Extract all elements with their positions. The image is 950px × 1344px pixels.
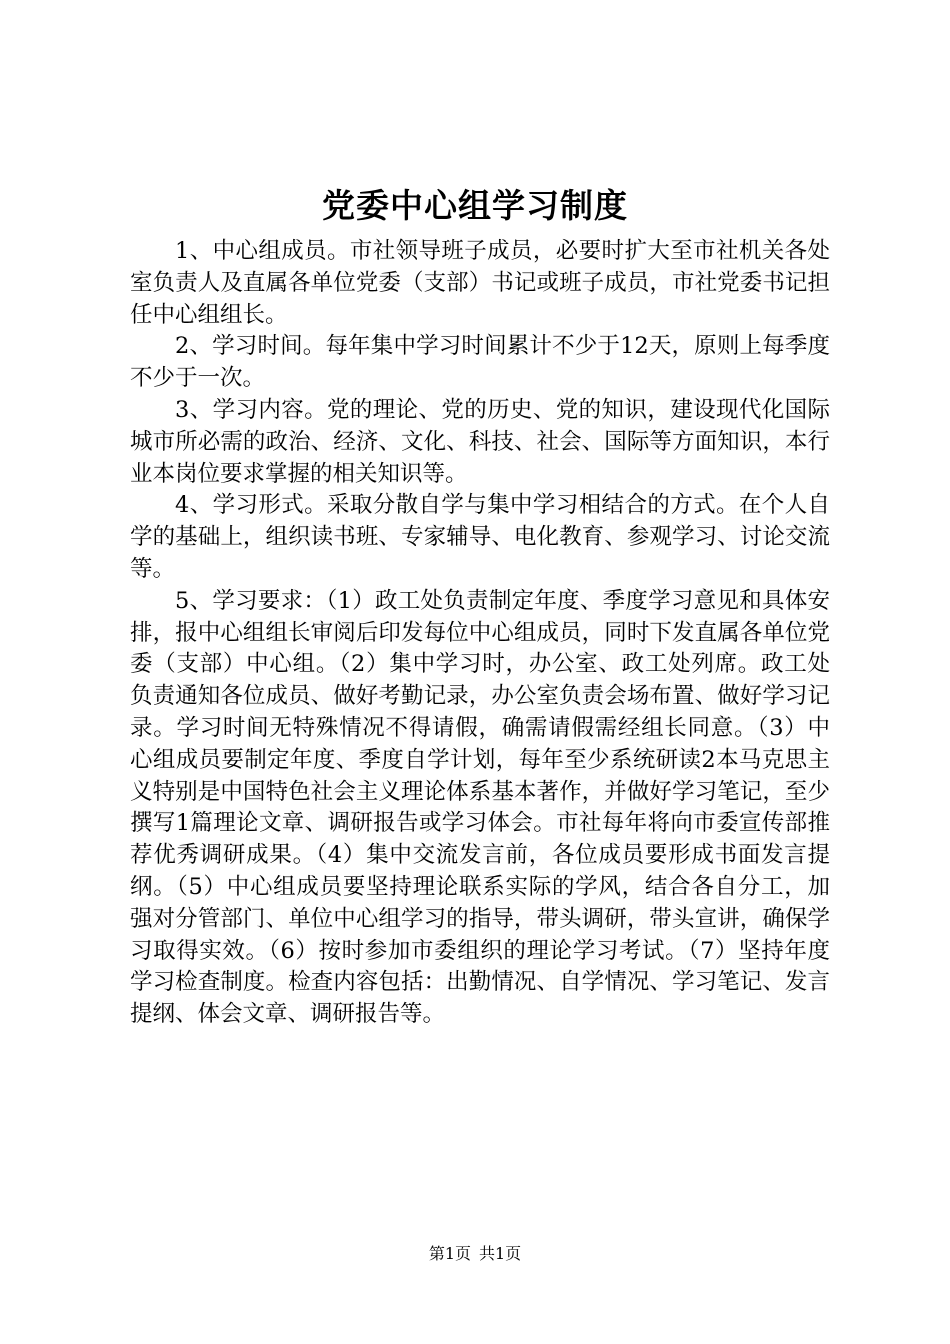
paragraph-study-format: 4、学习形式。采取分散自学与集中学习相结合的方式。在个人自学的基础上，组织读书班、专家辅导、电化教育、参观学习、讨论交流等。: [130, 492, 830, 582]
paragraph-study-time: 2、学习时间。每年集中学习时间累计不少于12天，原则上每季度不少于一次。: [130, 333, 830, 392]
document-body: [130, 236, 830, 1031]
paragraph-members: 1、中心组成员。市社领导班子成员，必要时扩大至市社机关各处室负责人及直属各单位党委（支部）书记或班子成员，市社党委书记担任中心组组长。: [130, 238, 830, 328]
page-footer: [0, 1244, 950, 1264]
paragraph-study-requirements: 5、学习要求：（1）政工处负责制定年度、季度学习意见和具体安排，报中心组组长审阅后印发每位中心组成员，同时下发直属各单位党委（支部）中心组。（2）集中学习时，办公室、政工处列席。政工处负责通知各位成员、做好考勤记录，办公室负责会场布置、做好学习记录。学习时间无特殊情况不得请假，确需请假需经组长同意。（3）中心组成员要制定年度、季度自学计划，每年至少系统研读2本马克思主义特别是中国特色社会主义理论体系基本著作，并做好学习笔记，至少撰写1篇理论文章、调研报告或学习体会。市社每年将向市委宣传部推荐优秀调研成果。（4）集中交流发言前，各位成员要形成书面发言提纲。（5）中心组成员要坚持理论联系实际的学风，结合各自分工，加强对分管部门、单位中心组学习的指导，带头调研，带头宣讲，确保学习取得实效。（6）按时参加市委组织的理论学习考试。（7）坚持年度学习检查制度。检查内容包括：出勤情况、自学情况、学习笔记、发言提纲、体会文章、调研报告等。: [130, 587, 830, 1028]
page-total: 共1页: [479, 1244, 522, 1263]
paragraph-study-content: 3、学习内容。党的理论、党的历史、党的知识，建设现代化国际城市所必需的政治、经济、文化、科技、社会、国际等方面知识，本行业本岗位要求掌握的相关知识等。: [130, 396, 830, 487]
document-title: 党委中心组学习制度: [322, 186, 628, 225]
page-number: 第1页: [428, 1244, 471, 1263]
